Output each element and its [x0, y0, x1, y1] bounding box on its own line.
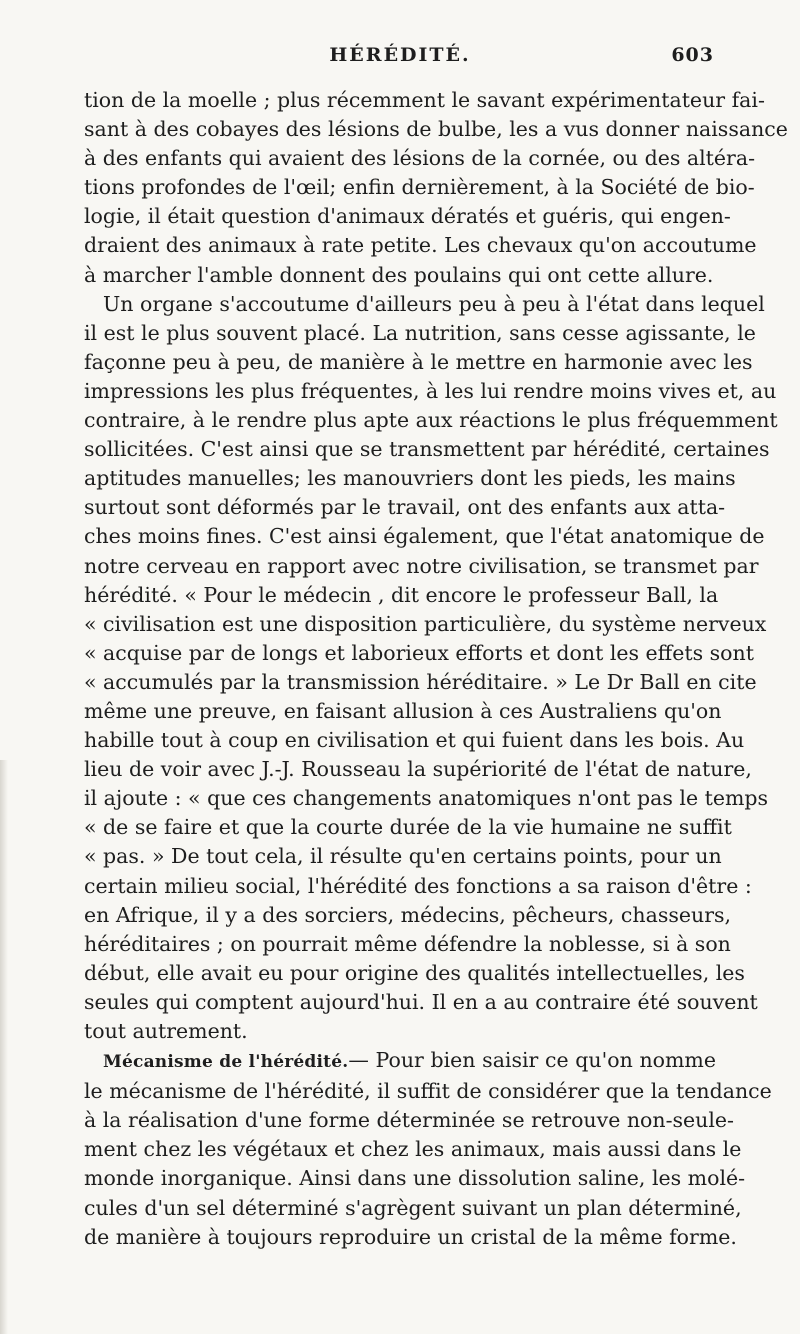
- text-line: il ajoute : « que ces changements anatomiques n'ont pas le temps: [84, 786, 769, 811]
- text-line: de manière à toujours reproduire un cristal de la même forme.: [84, 1224, 737, 1249]
- text-line: impressions les plus fréquentes, à les lui rendre moins vives et, au: [84, 378, 777, 403]
- text-line: notre cerveau en rapport avec notre civilisation, se transmet par: [84, 553, 759, 578]
- text-line: cules d'un sel déterminé s'agrègent suivant un plan déterminé,: [84, 1195, 742, 1220]
- text-line: début, elle avait eu pour origine des qualités intellectuelles, les: [84, 960, 745, 985]
- text-line: ment chez les végétaux et chez les animaux, mais aussi dans le: [84, 1137, 742, 1162]
- text-line: contraire, à le rendre plus apte aux réactions le plus fréquemment: [84, 408, 778, 433]
- text-line: monde inorganique. Ainsi dans une dissolution saline, les molé-: [84, 1166, 746, 1191]
- text-line: tout autrement.: [84, 1019, 248, 1043]
- body-text: [84, 86, 788, 1252]
- text-line: « accumulés par la transmission héréditaire. » Le Dr Ball en cite: [84, 669, 757, 694]
- text-line: certain milieu social, l'hérédité des fonctions a sa raison d'être :: [84, 873, 752, 898]
- text-line: à des enfants qui avaient des lésions de la cornée, ou des altéra-: [84, 146, 755, 171]
- text-line: à marcher l'amble donnent des poulains qui ont cette allure.: [84, 262, 714, 287]
- text-line: il est le plus souvent placé. La nutrition, sans cesse agissante, le: [84, 320, 756, 345]
- text-line: façonne peu à peu, de manière à le mettre en harmonie avec les: [84, 349, 753, 374]
- section-first-line-text: — Pour bien saisir ce qu'on nomme: [348, 1048, 716, 1073]
- text-line: tions profondes de l'œil; enfin dernièrement, à la Société de bio-: [84, 175, 755, 200]
- text-line: seules qui comptent aujourd'hui. Il en a au contraire été souvent: [84, 989, 758, 1014]
- text-line: « pas. » De tout cela, il résulte qu'en certains points, pour un: [84, 844, 722, 869]
- text-line: hérédité. « Pour le médecin , dit encore le professeur Ball, la: [84, 582, 719, 607]
- text-line: lieu de voir avec J.-J. Rousseau la supériorité de l'état de nature,: [84, 757, 752, 782]
- running-title: HÉRÉDITÉ.: [329, 44, 471, 66]
- text-line: sollicitées. C'est ainsi que se transmettent par hérédité, certaines: [84, 437, 770, 462]
- text-line: même une preuve, en faisant allusion à ces Australiens qu'on: [84, 698, 722, 723]
- text-line: surtout sont déformés par le travail, ont des enfants aux atta-: [84, 495, 726, 520]
- binding-shadow: [0, 760, 8, 1334]
- text-line: ches moins fines. C'est ainsi également, que l'état anatomique de: [84, 524, 765, 549]
- text-line: « civilisation est une disposition particulière, du système nerveux: [84, 611, 767, 636]
- text-line: sant à des cobayes des lésions de bulbe, les a vus donner naissance: [84, 117, 788, 142]
- text-line: « de se faire et que la courte durée de la vie humaine ne suffit: [84, 815, 732, 840]
- text-line: en Afrique, il y a des sorciers, médecins, pêcheurs, chasseurs,: [84, 902, 732, 927]
- text-line: à la réalisation d'une forme déterminée se retrouve non-seule-: [84, 1108, 734, 1133]
- section-first-line: [84, 1046, 716, 1077]
- text-line: le mécanisme de l'hérédité, il suffit de considérer que la tendance: [84, 1079, 772, 1104]
- section-heading: Mécanisme de l'hérédité.: [103, 1052, 349, 1073]
- text-line: Un organe s'accoutume d'ailleurs peu à peu à l'état dans lequel: [103, 291, 765, 316]
- text-line: draient des animaux à rate petite. Les chevaux qu'on accoutume: [84, 233, 757, 258]
- text-line: logie, il était question d'animaux dératés et guéris, qui engen-: [84, 204, 731, 229]
- paragraphs: [84, 86, 788, 1046]
- running-header: [84, 44, 716, 78]
- text-line: héréditaires ; on pourrait même défendre la noblesse, si à son: [84, 931, 731, 956]
- text-line: tion de la moelle ; plus récemment le savant expérimentateur fai-: [84, 88, 765, 112]
- text-line: « acquise par de longs et laborieux efforts et dont les effets sont: [84, 640, 754, 665]
- text-line: aptitudes manuelles; les manouvriers dont les pieds, les mains: [84, 466, 736, 491]
- page-number: 603: [671, 44, 714, 66]
- section-mecanisme: [84, 1046, 772, 1252]
- text-line: habille tout à coup en civilisation et qui fuient dans les bois. Au: [84, 728, 745, 753]
